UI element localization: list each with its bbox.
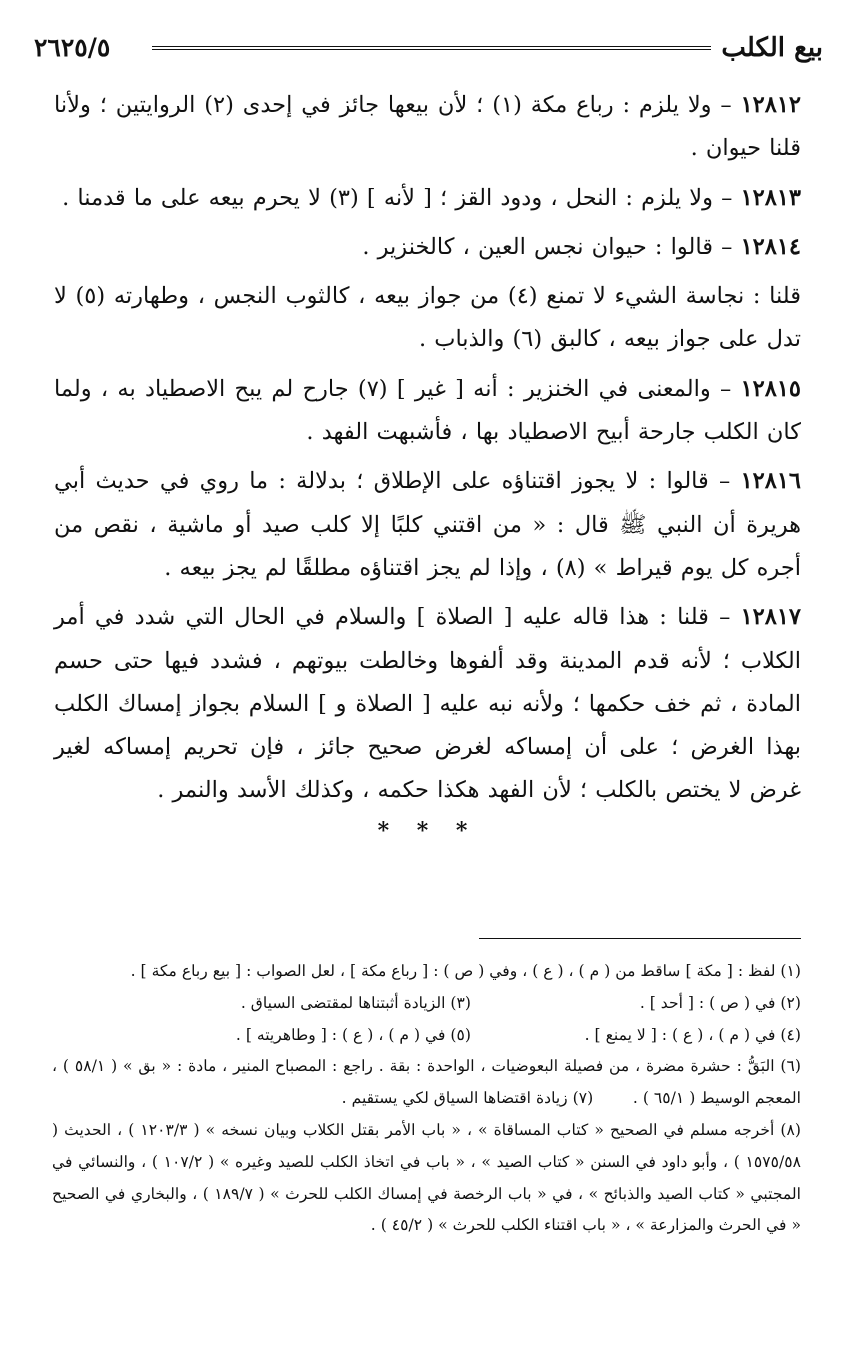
paragraph-text: قلنا : نجاسة الشيء لا تمنع (٤) من جواز بيعه ، كالثوب النجس ، وطهارته (٥) لا تدل على جواز بيعه ، كالبق (٦) والذباب .: [54, 283, 802, 353]
paragraph-12817: [54, 596, 801, 812]
footnote-6: (٦) البَقُّ : حشرة مضرة ، من فصيلة البعوضيات ، الواحدة : بقة . راجع : المصباح المنير ، مادة : « بق » ( ٥٨/١ ) ، المعجم الوسيط ( ٦٥/١ ) . (٧) زيادة اقتضاها السياق لكي يستقيم .: [52, 1057, 802, 1108]
issue-number: ١٢٨١٣: [740, 184, 801, 211]
paragraph-text: – والمعنى في الخنزير : أنه [ غير ] (٧) جارح لم يبح الاصطياد به ، ولما كان الكلب جارحة أبيح الاصطياد بها ، فأشبهت الفهد .: [54, 375, 801, 446]
paragraph-12814: [54, 226, 801, 269]
footnote-rule: [479, 938, 801, 939]
paragraph-text: – ولا يلزم : رباع مكة (١) ؛ لأن بيعها جائز في إحدى (٢) الروايتين ؛ ولأنا قلنا حيوان .: [54, 92, 801, 162]
footnote-1: (١) لفظ : [ مكة ] ساقط من ( م ) ، ( ع ) ، وفي ( ص ) : [ رباع مكة ] ، لعل الصواب : [ بيع رباع مكة ] .: [130, 962, 801, 980]
footnote-row: [52, 988, 801, 1020]
page-header: [34, 28, 823, 68]
header-rule: [152, 46, 711, 50]
paragraph-12815: [54, 368, 801, 455]
running-title: بيع الكلب: [721, 33, 823, 63]
paragraph-12816: [54, 460, 801, 590]
issue-number: ١٢٨١٤: [740, 233, 801, 260]
main-text: [54, 84, 801, 813]
footnote-8: (٨) أخرجه مسلم في الصحيح « كتاب المساقاة » ، « باب الأمر بقتل الكلاب وبيان نسخه » ( ١٢٠٣/٣ ) ، الحديث ( ١٥٧٥/٥٨ ) ، وأبو داود في السنن « كتاب الصيد » ، « باب في اتخاذ الكلب للصيد وغيره » ( ١٠٧/٢ ) ، والنسائي في المجتبي « كتاب الصيد والذبائح » ، في « باب الرخصة في إمساك الكلب للحرث » ( ١٨٩/٧ ) ، والبخاري في الصحيح « في الحرث والمزارعة » ، « باب اقتناء الكلب للحرث » ( ٤٥/٢ ) .: [52, 1120, 802, 1235]
issue-number: ١٢٨١٧: [740, 604, 801, 631]
paragraph-reply: [54, 275, 801, 362]
footnote-2: (٢) في ( ص ) : [ أحد ] .: [639, 993, 801, 1012]
paragraph-text: – قالوا : حيوان نجس العين ، كالخنزير .: [362, 233, 733, 260]
section-separator: * * *: [377, 818, 478, 844]
footnote-4: (٤) في ( م ) ، ( ع ) : [ لا يمنع ] .: [584, 1025, 801, 1044]
issue-number: ١٢٨١٢: [740, 92, 801, 118]
paragraph-text: – قلنا : هذا قاله عليه [ الصلاة ] والسلام في الحال التي شدد في أمر الكلاب ؛ لأنه قدم المدينة وقد ألفوها وخالطت بيوتهم ، فشدد فيها حتى حسم المادة ، ثم خف حكمها ؛ ولأنه نبه عليه [ الصلاة و ] السلام بجواز إمساك الكلب بهذا الغرض ؛ على أن إمساكه لغرض صحيح جائز ، فإن تحريم إمساكه لغير غرض لا يختص بالكلب ؛ لأن الفهد هكذا حكمه ، وكذلك الأسد والنمر .: [54, 604, 801, 804]
paragraph-12813: [54, 177, 801, 220]
paragraph-text: – قالوا : لا يجوز اقتناؤه على الإطلاق ؛ بدلالة : ما روي في حديث أبي هريرة أن النبي ﷺ قال : « من اقتني كلبًا إلا كلب صيد أو ماشية ، نقص من أجره كل يوم قيراط » (٨) ، وإذا لم يجز اقتناؤه مطلقًا لم يجز بيعه .: [54, 468, 801, 581]
paragraph-text: – ولا يلزم : النحل ، ودود القز ؛ [ لأنه ] (٣) لا يحرم بيعه على ما قدمنا .: [62, 184, 733, 211]
footnote-7: (٧) زيادة اقتضاها السياق لكي يستقيم .: [341, 1089, 594, 1108]
issue-number: ١٢٨١٦: [740, 468, 801, 495]
issue-number: ١٢٨١٥: [740, 375, 802, 402]
page-number: ٢٦٢٥/٥: [34, 33, 111, 62]
footnote-3: (٣) الزيادة أثبتناها لمقتضى السياق .: [240, 993, 471, 1012]
footnote-5: (٥) في ( م ) ، ( ع ) : [ وطاهريته ] .: [235, 1025, 471, 1044]
footnote-row: [52, 1020, 801, 1052]
footnotes: [52, 956, 801, 1242]
paragraph-12812: [54, 84, 801, 171]
